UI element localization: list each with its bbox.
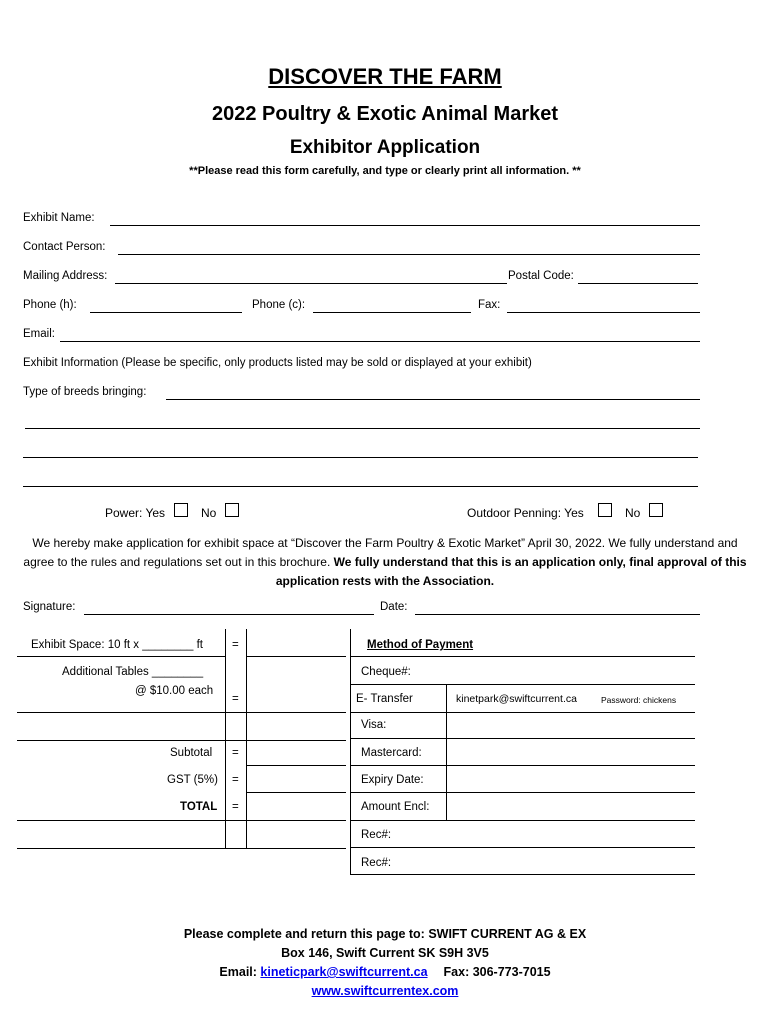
phone-home-field[interactable] (90, 312, 242, 313)
mailing-address-field[interactable] (115, 283, 507, 284)
instruction-note: **Please read this form carefully, and type or clearly print all information. ** (189, 165, 581, 177)
exhibit-space-amount-field[interactable] (246, 656, 346, 657)
expiry-label: Expiry Date: (361, 774, 424, 786)
cost-divider-1 (225, 629, 226, 849)
subtotal-amount-field[interactable] (246, 765, 346, 766)
breeds-field[interactable] (166, 399, 700, 400)
visa-label: Visa: (361, 719, 387, 731)
breeds-label: Type of breeds bringing: (23, 386, 147, 398)
form-name: Exhibitor Application (289, 137, 481, 158)
payment-heading: Method of Payment (367, 639, 474, 651)
mastercard-label: Mastercard: (361, 747, 422, 759)
footer-fax: Fax: 306-773-7015 (443, 965, 551, 979)
total-amount-field[interactable] (17, 820, 346, 821)
power-no-label: No (201, 506, 217, 520)
total-label: TOTAL (180, 801, 218, 813)
penning-no-checkbox[interactable] (649, 503, 663, 517)
form-title: DISCOVER THE FARM (268, 64, 502, 89)
breeds-line-3[interactable] (23, 457, 698, 458)
etransfer-label: E- Transfer (356, 693, 413, 705)
cheque-label: Cheque#: (361, 666, 411, 678)
rec-label-2: Rec#: (361, 857, 392, 869)
fax-field[interactable] (507, 312, 700, 313)
gst-amount-field[interactable] (246, 792, 346, 793)
penning-yes-label: Outdoor Penning: Yes (467, 506, 584, 520)
etransfer-password: Password: chickens (601, 695, 677, 705)
expiry-field[interactable] (350, 792, 695, 793)
mailing-address-label: Mailing Address: (23, 270, 108, 282)
contact-person-field[interactable] (118, 254, 700, 255)
gst-label: GST (5%) (167, 774, 218, 786)
fax-label: Fax: (478, 299, 501, 311)
etransfer-email: kinetpark@swiftcurrent.ca (456, 693, 577, 705)
rec-label-1: Rec#: (361, 829, 392, 841)
additional-tables-label: Additional Tables ________ (62, 666, 204, 678)
gst-equals: = (232, 774, 239, 786)
event-subtitle: 2022 Poultry & Exotic Animal Market (211, 103, 559, 125)
amount-label: Amount Encl: (361, 801, 430, 813)
postal-code-label: Postal Code: (508, 270, 574, 282)
footer-email-link[interactable]: kineticpark@swiftcurrent.ca (260, 965, 428, 979)
breeds-line-2[interactable] (25, 428, 700, 429)
postal-code-field[interactable] (578, 283, 698, 284)
footer-contact (0, 965, 770, 979)
power-no-checkbox[interactable] (225, 503, 239, 517)
date-label: Date: (380, 601, 408, 613)
exhibit-space-equals: = (232, 639, 239, 651)
payment-left-border (350, 629, 351, 874)
footer-email-label: Email: (219, 965, 261, 979)
cheque-field[interactable] (350, 684, 695, 685)
tables-amount-field[interactable] (17, 712, 346, 713)
signature-field[interactable] (84, 614, 374, 615)
phone-home-label: Phone (h): (23, 299, 77, 311)
date-field[interactable] (415, 614, 700, 615)
exhibit-name-label: Exhibit Name: (23, 212, 95, 224)
subtotal-equals: = (232, 747, 239, 759)
signature-label: Signature: (23, 601, 76, 613)
footer-website-link[interactable]: www.swiftcurrentex.com (311, 984, 459, 998)
exhibit-name-field[interactable] (110, 225, 700, 226)
breeds-line-4[interactable] (23, 486, 698, 487)
power-yes-checkbox[interactable] (174, 503, 188, 517)
cost-row-line (17, 848, 346, 849)
tables-equals: = (232, 693, 239, 705)
footer-website-row (0, 984, 770, 998)
penning-yes-checkbox[interactable] (598, 503, 612, 517)
cost-divider-2 (246, 629, 247, 849)
footer-return-line: Please complete and return this page to: SWIFT CURRENT AG & EX (183, 927, 587, 941)
exhibit-space-label: Exhibit Space: 10 ft x ________ ft (31, 639, 203, 651)
contact-person-label: Contact Person: (23, 241, 106, 253)
agreement-text (18, 534, 752, 591)
rec-field-2[interactable] (350, 874, 695, 875)
footer-address: Box 146, Swift Current SK S9H 3V5 (281, 946, 489, 960)
mastercard-field[interactable] (350, 765, 695, 766)
rec-field-1[interactable] (350, 847, 695, 848)
table-price-label: @ $10.00 each (135, 685, 214, 697)
agreement-part-2: We fully understand that this is an application only, final approval of this application rests with the Association. (275, 555, 747, 588)
phone-cell-label: Phone (c): (252, 299, 306, 311)
phone-cell-field[interactable] (313, 312, 471, 313)
email-label: Email: (23, 328, 55, 340)
total-equals: = (232, 801, 239, 813)
payment-row-line (350, 656, 695, 657)
agreement-part-1: We hereby make application for exhibit space at “Discover the Farm Poultry & Exotic Market” April 30, 2022. We fully understand and agree to the rules and regulations set out in this brochure. (23, 536, 738, 569)
payment-row-line (350, 712, 695, 713)
payment-inner-divider (446, 685, 447, 820)
exhibit-info-label: Exhibit Information (Please be specific, only products listed may be sold or displayed at your exhibit) (23, 357, 532, 369)
amount-field[interactable] (350, 820, 695, 821)
cost-row-line (17, 740, 346, 741)
penning-no-label: No (625, 506, 641, 520)
visa-field[interactable] (350, 738, 695, 739)
power-yes-label: Power: Yes (105, 506, 166, 520)
cost-row-line (17, 656, 225, 657)
subtotal-label: Subtotal (170, 747, 213, 759)
email-field[interactable] (60, 341, 700, 342)
